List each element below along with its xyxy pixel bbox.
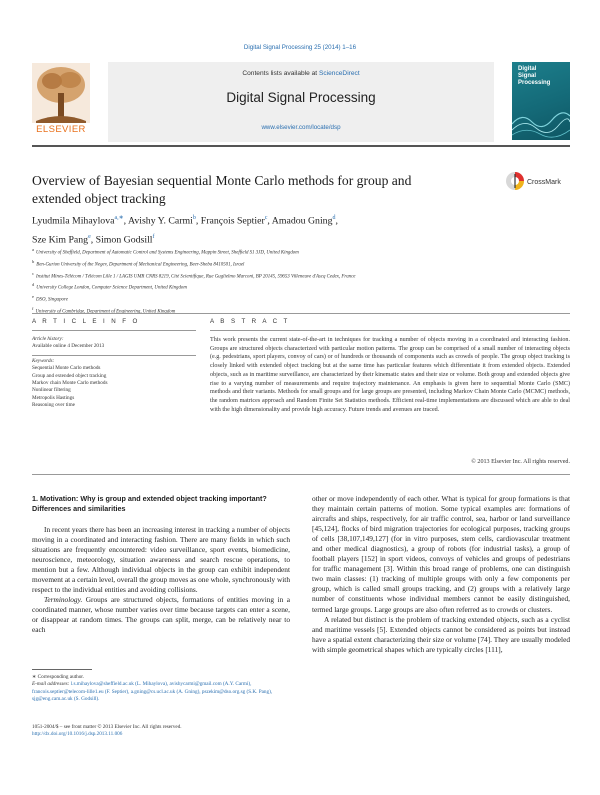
affiliation-item: bBen-Gurion University of the Negev, Department of Mechanical Engineering, Beer-Sheba 8410501, Israel — [32, 258, 245, 268]
cover-title-line: Digital — [518, 66, 537, 72]
issn-line: 1051-2004/$ – see front matter © 2013 Elsevier Inc. All rights reserved. — [32, 724, 182, 730]
cover-title — [518, 66, 568, 87]
crossmark-badge[interactable] — [505, 170, 571, 192]
body-right-column — [312, 494, 570, 655]
affiliation-item: aUniversity of Sheffield, Department of Automatic Control and Systems Engineering, Mappin Street, Sheffield S1 3JD, United Kingdom — [32, 247, 299, 256]
email-addresses[interactable]: l.s.mihaylova@sheffield.ac.uk (L. Mihaylova), avishycarmi@gmail.com (A.Y. Carmi), francois.septier@telecom-lille1.eu (F. Septier), a.gning@cs.ucl.ac.uk (A. Gning), pszekim@dso.org.sg (S.K. Pang), sjg@eng.cam.ac.uk (S. Godsill). — [32, 681, 273, 702]
section-rule — [32, 313, 570, 314]
crossmark-label: CrossMark — [527, 179, 561, 186]
history-value: Available online 4 December 2013 — [32, 343, 105, 350]
terminology-text: Groups are structured objects, formations of entities moving in a coordinated manner, whose number varies over time because targets can enter a scene, or disappear at random times. The groups can split, merge, can be relatively near to each — [32, 595, 290, 635]
journal-reference[interactable]: Digital Signal Processing 25 (2014) 1–16 — [243, 44, 357, 51]
body-paragraph: In recent years there has been an increasing interest in tracking a number of objects moving in a coordinated and interacting fashion. There are many fields in which such situations are frequently encountered: video surveillance, sport events, biomedicine, neuroscience, meteorology, situation awareness and search rescue operations, to mention but a few. Although individual objects in the group can exhibit independent movement at a certain level, overall the group moves as one whole, synchronously with respect to the individual entities and avoiding collisions. — [32, 525, 290, 595]
affiliation-item: f — [32, 306, 34, 312]
abstract-heading: A B S T R A C T — [210, 318, 290, 325]
body-paragraph — [32, 595, 290, 635]
author-name[interactable]: Lyudmila Mihaylova — [32, 215, 115, 227]
author-line: Sze Kim Pang$^e$, Simon Godsill$^f$ — [32, 234, 155, 246]
section-heading: 1. Motivation: Why is group and extended object tracking important? Differences and similarities — [32, 494, 267, 513]
elsevier-wordmark: ELSEVIER — [36, 124, 86, 135]
keyword-item: Nonlinear filtering — [32, 387, 71, 394]
author-name[interactable]: François Septier — [200, 215, 265, 227]
keyword-item: Metropolis Hastings — [32, 394, 75, 401]
author-list — [32, 210, 552, 249]
title-line: extended object tracking — [32, 190, 166, 206]
issn-doi-block — [32, 724, 290, 739]
email-footnote — [32, 681, 290, 703]
body-paragraph: A related but distinct is the problem of tracking extended objects, such as a cyclist and maritime vessels [5]. Extended objects cannot be considered as points but instead have a spatial extent characterizing their size or volume [74]. They are usually modeled with simple geometrical shapes which are typically circles [111], — [312, 614, 570, 654]
author-affiliation-mark[interactable]: c — [264, 215, 268, 221]
cover-title-line: Processing — [518, 80, 551, 86]
keyword-item: Group and extended object tracking — [32, 372, 107, 379]
paper-title — [32, 172, 472, 207]
cover-title-line: Signal — [518, 73, 537, 79]
article-info-rule — [32, 330, 196, 331]
contents-line — [108, 70, 494, 77]
author-affiliation-mark[interactable]: a,∗ — [114, 215, 124, 221]
cover-wave-graphic — [512, 104, 570, 140]
header-rule — [32, 145, 570, 147]
title-line: Overview of Bayesian sequential Monte Carlo methods for group and — [32, 173, 412, 188]
abstract-bottom-rule — [32, 474, 570, 475]
body-left-column — [32, 494, 290, 636]
author-affiliation-mark[interactable]: e — [88, 234, 91, 241]
affiliation-item: eDSO, Singapore — [32, 294, 68, 303]
author-name[interactable]: Amadou Gning — [271, 215, 333, 227]
journal-url-link[interactable]: www.elsevier.com/locate/dsp — [261, 124, 341, 131]
terminology-label: Terminology. — [44, 595, 83, 605]
article-info-divider — [32, 355, 196, 356]
author-name[interactable]: Sze Kim Pang — [32, 234, 89, 246]
affiliations — [32, 246, 572, 317]
doi-link[interactable]: http://dx.doi.org/10.1016/j.dsp.2013.11.006 — [32, 731, 123, 738]
abstract-rule — [210, 330, 570, 331]
author-affiliation-mark[interactable]: b — [192, 215, 196, 221]
corresponding-author-note: ∗ Corresponding author. — [32, 674, 85, 680]
keyword-item: Markov chain Monte Carlo methods — [32, 380, 108, 387]
affiliation-item: cInstitut Mines-Télécom / Télécom Lille 1 / LAGIS UMR CNRS 8219, Cité Scientifique, Rue Guglielmo Marconi, BP 20145, 59653 Villeneuve d'Ascq Cedex, France — [32, 270, 356, 280]
article-info-heading: A R T I C L E I N F O — [32, 318, 140, 325]
article-info — [32, 336, 196, 410]
affiliation-item: dUniversity College London, Computer Science Department, United Kingdom — [32, 282, 187, 292]
author-name[interactable]: Simon Godsill — [95, 234, 153, 246]
author-name[interactable]: Avishy Y. Carmi — [128, 215, 193, 227]
author-affiliation-mark[interactable]: d — [332, 215, 336, 221]
keyword-item: Reasoning over time — [32, 402, 75, 409]
author-affiliation-mark[interactable]: f — [152, 234, 155, 241]
copyright-line: © 2013 Elsevier Inc. All rights reserved. — [471, 459, 570, 465]
keyword-item: Sequential Monte Carlo methods — [32, 365, 101, 372]
journal-title: Digital Signal Processing — [226, 90, 376, 105]
email-label: E-mail addresses: — [32, 681, 70, 688]
author-line: Lyudmila Mihaylova$^{a,∗}$, Avishy Y. Carmi$^b$, François Septier$^c$, Amadou Gning$^d$, — [32, 215, 338, 227]
sciencedirect-link[interactable]: ScienceDirect — [318, 70, 360, 77]
keywords-label: Keywords: — [32, 357, 55, 364]
contents-prefix: Contents lists available at — [242, 70, 318, 77]
footnote-rule — [32, 669, 92, 670]
history-label: Article history: — [32, 336, 64, 342]
footnotes — [32, 674, 290, 703]
body-paragraph: other or move independently of each other. What is typical for group formations is that they maintain certain patterns of motion. Some typical examples are: formations of aircrafts and ships, respectively, for air traffic control, sea, harbor or land surveillance [45,124], flocks of bird migration trajectories for ecological purposes, tracking groups of cells [38,107,149,127] (for in vitro purposes, stem cells, cardiovascular treatment and other medical diagnostics), a group of robots (for industrial tasks), a group of football players [152] in sport videos, convoys of vehicles and groups of pedestrians for traffic management [3]. Within this broad range of problems, one can distinguish two main classes: (1) tracking of multiple groups with only a few components per group, which is called small groups tracking, and (2) groups with a relatively large number of constituents whose individual members cannot be easily distinguished, termed large groups. Large groups are also often referred as to crowds or clusters. — [312, 494, 570, 614]
abstract-text: This work presents the current state-of-the-art in techniques for tracking a number of objects moving in a coordinated and interacting fashion. Groups are structured objects characterized with particular motion patterns. The group can be comprised of a small number of interacting objects (e.g. pedestrians, sport players, convoy of cars) or of hundreds or thousands of components such as crowds of people. The group object tracking is closely linked with extended object tracking but at the same time has particular features which differentiate it from extended objects. Extended objects, such as in maritime surveillance, are characterized by their kinematic states and their size or volume. Both group and extended objects give rise to a varying number of measurements and require trajectory maintenance. An emphasis is given here to sequential Monte Carlo (SMC) methods and their variants. Methods for small groups and for large groups are presented, including Markov Chain Monte Carlo (MCMC) methods, the random matrices approach and Random Finite Set Statistics methods. Efficient real-time implementations are discussed which are able to deal with the high dimensionality and provide high accuracy. Future trends and avenues are traced. — [210, 337, 570, 413]
